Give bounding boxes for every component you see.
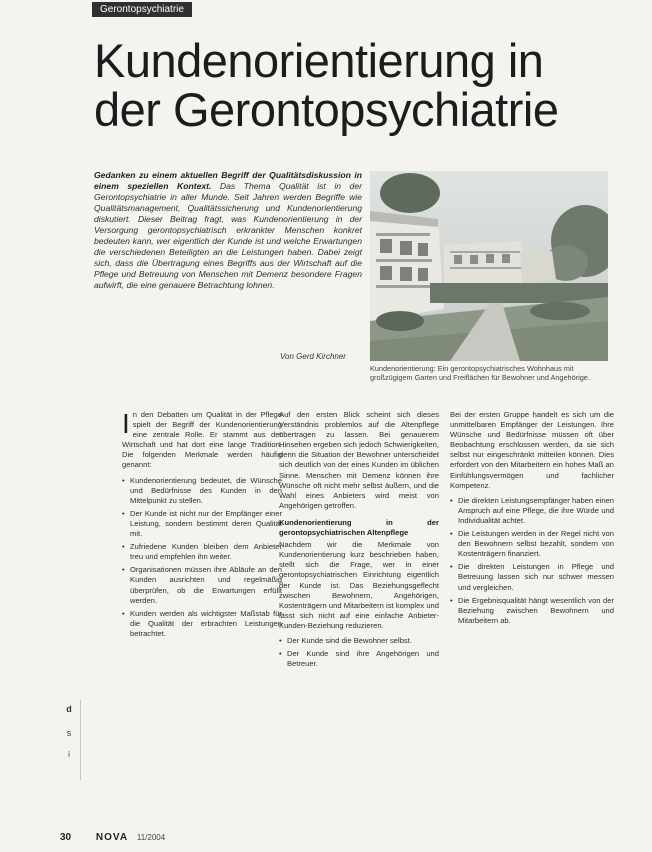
lead-paragraph — [94, 170, 362, 291]
column-3-intro: Bei der ersten Gruppe handelt es sich um die unmittelbaren Empfänger der Leistungen. Ihre Wünsche und Bedürfnisse müssen oft über Beobachtung erschlossen werden, da sie sich selbst nur eingeschränkt mitteilen können. Dies erfordert von den Mitarbeitern ein hohes Maß an Einfühlungsvermögen und fachlicher Kompetenz. — [450, 410, 614, 490]
list-item: • Die direkten Leistungen in Pflege und Betreuung lassen sich nur schwer messen und vergleichen. — [450, 562, 614, 592]
building-photo — [370, 171, 608, 361]
headline-line-1: Kundenorientierung in — [94, 34, 544, 87]
column-2-body: Nachdem wir die Merkmale von Kundenorientierung kurz beschrieben haben, stellt sich die Frage, wer in einer gerontopsychiatrischen Einrichtung eigentlich der Kunde ist. Das Beziehungsgeflecht zwischen Bewohnern, Angehörigen, Kostenträgern und Mitarbeitern ist komplex und lässt sich nicht auf eine einfache Anbieter-Kunden-Beziehung reduzieren. — [279, 540, 439, 630]
column-2-list — [279, 636, 439, 669]
list-item: • Die Ergebnisqualität hängt wesentlich von der Beziehung zwischen Bewohnern und Mitarbeitern ab. — [450, 596, 614, 626]
list-item: • Der Kunde sind die Bewohner selbst. — [279, 636, 439, 646]
section-tag: Gerontopsychiatrie — [92, 2, 192, 17]
drop-cap: I — [122, 408, 130, 439]
author-byline: Von Gerd Kirchner — [280, 352, 346, 361]
column-2-intro: Auf den ersten Blick scheint sich dieses Verständnis problemlos auf die Altenpflege übertragen zu lassen. Bei genauerem Hinsehen ergeben sich jedoch Schwierigkeiten, denn die Situation der Bewohner unterscheidet sich deutlich von der eines Kunden im üblichen Sinne. Menschen mit Demenz können ihre Wünsche oft nicht mehr selbst äußern, und die Wahl eines Anbieters wird meist von Angehörigen getroffen. — [279, 410, 439, 510]
page-number: 30 — [60, 832, 72, 843]
headline — [94, 36, 614, 134]
margin-mark: s — [66, 728, 72, 738]
column-1-list — [122, 476, 282, 639]
list-item: • Die Leistungen werden in der Regel nicht von den Bewohnern selbst bezahlt, sondern von Kostenträgern finanziert. — [450, 529, 614, 559]
margin-mark: i — [68, 750, 70, 759]
lead-body: Das Thema Qualität ist in der Gerontopsychiatrie in aller Munde. Seit Jahren werden Begriffe wie Qualitätsmanagement, Qualitätssicherung und Kundenorientierung diskutiert. Dieser Beitrag fragt, was Kundenorientierung in der Versorgung gerontopsychiatrisch erkrankter Menschen konkret bedeuten kann, wer eigentlich der Kunde ist und welche Erwartungen die verschiedenen Beteiligten an die Leistungen haben. Dabei zeigt sich, dass die Übertragung eines Begriffs aus der Wirtschaft auf die Pflege und Betreuung von Menschen mit Demenz besondere Fragen aufwirft, die eine genauere Betrachtung lohnen. — [94, 181, 362, 290]
page-footer — [60, 832, 165, 843]
text-column-3 — [450, 410, 614, 629]
list-item: • Kunden werden als wichtigster Maßstab für die Qualität der erbrachten Leistungen betrachtet. — [122, 609, 282, 639]
list-item: • Der Kunde ist nicht nur der Empfänger einer Leistung, sondern bestimmt deren Qualität mit. — [122, 509, 282, 539]
column-1-intro-text: n den Debatten um Qualität in der Pflege spielt der Begriff der Kundenorientierung eine zentrale Rolle. Er stammt aus der Wirtschaft und hat dort eine lange Tradition. Die folgenden Merkmale werden häufig genannt: — [122, 410, 282, 470]
photo-caption: Kundenorientierung: Ein gerontopsychiatrisches Wohnhaus mit großzügigem Garten und Freiflächen für Bewohner und Angehörige. — [370, 364, 590, 382]
headline-line-2: der Gerontopsychiatrie — [94, 83, 559, 136]
list-item: • Kundenorientierung bedeutet, die Wünsche und Bedürfnisse des Kunden in den Mittelpunkt zu stellen. — [122, 476, 282, 506]
column-1-intro — [122, 410, 282, 471]
column-3-list — [450, 496, 614, 626]
margin-mark: d — [66, 704, 72, 714]
list-item: • Der Kunde sind ihre Angehörigen und Betreuer. — [279, 649, 439, 669]
list-item: • Zufriedene Kunden bleiben dem Anbieter treu und empfehlen ihn weiter. — [122, 542, 282, 562]
text-column-2 — [279, 410, 439, 672]
list-item: • Organisationen müssen ihre Abläufe an den Kunden ausrichten und regelmäßig überprüfen, ob die Erwartungen erfüllt werden. — [122, 565, 282, 605]
issue-number: 11/2004 — [136, 833, 166, 842]
building-photo-image — [370, 171, 608, 361]
text-column-1 — [122, 410, 282, 642]
list-item: • Die direkten Leistungsempfänger haben einen Anspruch auf eine Pflege, die ihre Würde und Individualität achtet. — [450, 496, 614, 526]
margin-rule — [80, 700, 81, 780]
lead-intro: Gedanken zu einem aktuellen Begriff der Qualitätsdiskussion in einem speziellen Kontext. — [94, 170, 362, 191]
column-2-subhead: Kundenorientierung in der gerontopsychiatrischen Altenpflege — [279, 517, 439, 538]
magazine-name: NOVA — [95, 832, 129, 843]
